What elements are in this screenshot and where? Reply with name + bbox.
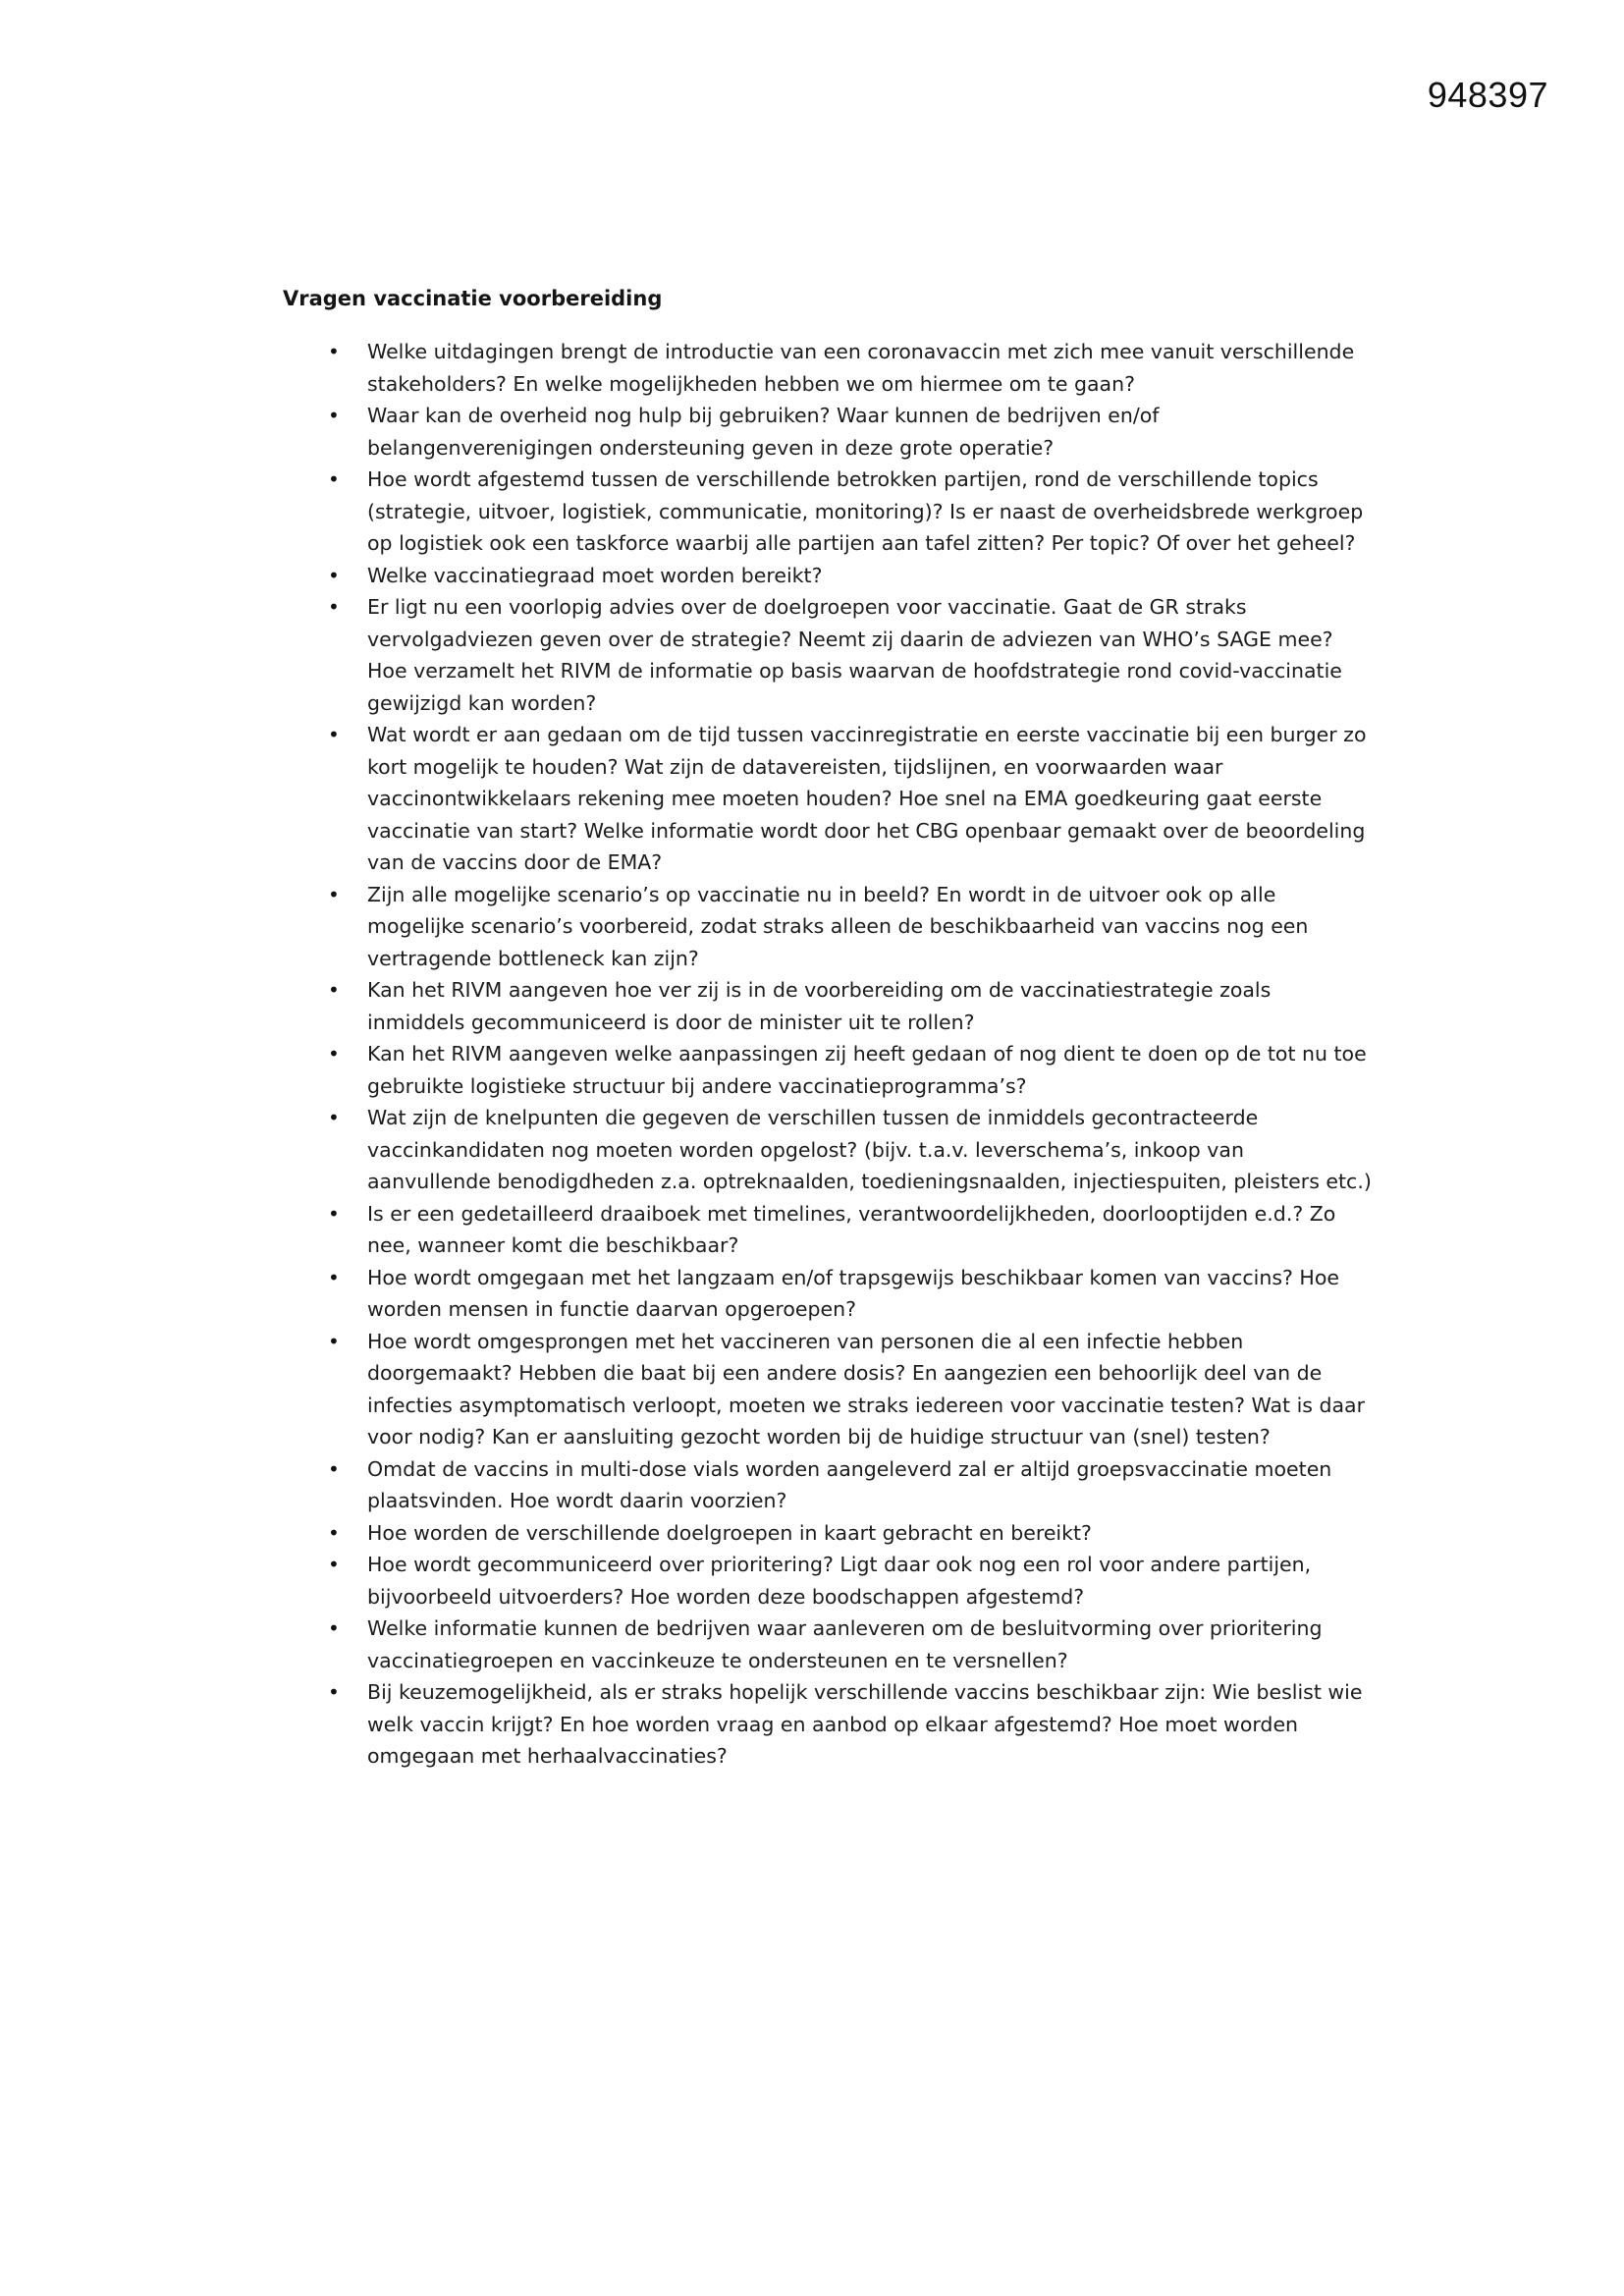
question-text: Hoe wordt afgestemd tussen de verschillende betrokken partijen, rond de verschillende topics (strategie, uitvoer, logistiek, communicatie, monitoring)? Is er naast de overheidsbrede werkgroep op logistiek ook een taskforce waarbij alle partijen aan tafel zitten? Per topic? Of over het geheel?: [367, 467, 1364, 555]
question-text: Hoe worden de verschillende doelgroepen in kaart gebracht en bereikt?: [367, 1520, 1092, 1545]
question-text: Wat zijn de knelpunten die gegeven de verschillen tussen de inmiddels gecontracteerde vaccinkandidaten nog moeten worden opgelost? (bijv. t.a.v. leverschema’s, inkoop van aanvullende benodigdheden z.a. optreknaalden, toedieningsnaalden, injectiespuiten, pleisters etc.): [367, 1106, 1372, 1193]
question-item-12: [283, 1262, 1373, 1326]
question-item-14: [283, 1453, 1373, 1517]
document-title: Vragen vaccinatie voorbereiding: [283, 287, 663, 310]
bullet-icon: •: [328, 882, 340, 906]
bullet-icon: •: [328, 978, 340, 1002]
question-item-4: [283, 560, 1373, 592]
question-text: Welke informatie kunnen de bedrijven waar aanleveren om de besluitvorming over prioritering vaccinatiegroepen en vaccinkeuze te ondersteunen en te versnellen?: [367, 1616, 1323, 1672]
question-text: Hoe wordt omgesprongen met het vaccineren van personen die al een infectie hebben doorgemaakt? Hebben die baat bij een andere dosis? En aangezien een behoorlijk deel van de infecties asymptomatisch verloopt, moeten we straks iedereen voor vaccinatie testen? Wat is daar voor nodig? Kan er aansluiting gezocht worden bij de huidige structuur van (snel) testen?: [367, 1329, 1366, 1449]
question-item-16: [283, 1549, 1373, 1613]
question-text: Waar kan de overheid nog hulp bij gebruiken? Waar kunnen de bedrijven en/of belangenverenigingen ondersteuning geven in deze grote operatie?: [367, 404, 1160, 460]
question-text: Zijn alle mogelijke scenario’s op vaccinatie nu in beeld? En wordt in de uitvoer ook op alle mogelijke scenario’s voorbereid, zodat straks alleen de beschikbaarheid van vaccins nog een vertragende bottleneck kan zijn?: [367, 882, 1309, 970]
question-text: Hoe wordt omgegaan met het langzaam en/of trapsgewijs beschikbaar komen van vaccins? Hoe worden mensen in functie daarvan opgeroepen?: [367, 1265, 1339, 1321]
document-body: [283, 283, 1373, 1773]
question-item-18: [283, 1676, 1373, 1773]
bullet-icon: •: [328, 340, 340, 363]
question-text: Kan het RIVM aangeven welke aanpassingen zij heeft gedaan of nog dient te doen op de tot nu toe gebruikte logistieke structuur bij andere vaccinatieprogramma’s?: [367, 1042, 1367, 1098]
question-item-2: [283, 400, 1373, 464]
bullet-icon: •: [328, 723, 340, 746]
question-text: Welke vaccinatiegraad moet worden bereikt?: [367, 563, 823, 587]
question-text: Wat wordt er aan gedaan om de tijd tussen vaccinregistratie en eerste vaccinatie bij een burger zo kort mogelijk te houden? Wat zijn de datavereisten, tijdslijnen, en voorwaarden waar vaccinontwikkelaars rekening mee moeten houden? Hoe snel na EMA goedkeuring gaat eerste vaccinatie van start? Welke informatie wordt door het CBG openbaar gemaakt over de beoordeling van de vaccins door de EMA?: [367, 723, 1367, 874]
question-text: Bij keuzemogelijkheid, als er straks hopelijk verschillende vaccins beschikbaar zijn: Wie beslist wie welk vaccin krijgt? En hoe worden vraag en aanbod op elkaar afgestemd? Hoe moet worden omgegaan met herhaalvaccinaties?: [367, 1680, 1363, 1768]
question-item-11: [283, 1198, 1373, 1262]
bullet-icon: •: [328, 1680, 340, 1704]
question-item-17: [283, 1613, 1373, 1676]
bullet-icon: •: [328, 1265, 340, 1289]
question-text: Er ligt nu een voorlopig advies over de doelgroepen voor vaccinatie. Gaat de GR straks vervolgadviezen geven over de strategie? Neemt zij daarin de adviezen van WHO’s SAGE mee? Hoe verzamelt het RIVM de informatie op basis waarvan de hoofdstrategie rond covid-vaccinatie gewijzigd kan worden?: [367, 595, 1342, 715]
question-item-7: [283, 879, 1373, 975]
question-item-5: [283, 591, 1373, 719]
bullet-icon: •: [328, 1329, 340, 1353]
question-item-13: [283, 1326, 1373, 1453]
bullet-icon: •: [328, 467, 340, 491]
question-item-1: [283, 336, 1373, 400]
bullet-icon: •: [328, 1553, 340, 1576]
bullet-icon: •: [328, 1616, 340, 1640]
bullet-icon: •: [328, 563, 340, 587]
question-text: Hoe wordt gecommuniceerd over prioritering? Ligt daar ook nog een rol voor andere partijen, bijvoorbeeld uitvoerders? Hoe worden deze boodschappen afgestemd?: [367, 1553, 1312, 1609]
bullet-icon: •: [328, 1201, 340, 1226]
question-list: [283, 336, 1373, 1773]
bullet-icon: •: [328, 1042, 340, 1066]
question-item-3: [283, 464, 1373, 560]
bullet-icon: •: [328, 1456, 340, 1481]
question-item-9: [283, 1038, 1373, 1102]
bullet-icon: •: [328, 1520, 340, 1545]
question-item-6: [283, 719, 1373, 879]
document-number: 948397: [1427, 75, 1548, 115]
question-text: Is er een gedetailleerd draaiboek met timelines, verantwoordelijkheden, doorlooptijden e.d.? Zo nee, wanneer komt die beschikbaar?: [367, 1201, 1336, 1257]
question-item-8: [283, 974, 1373, 1038]
bullet-icon: •: [328, 1106, 340, 1129]
question-text: Welke uitdagingen brengt de introductie van een coronavaccin met zich mee vanuit verschillende stakeholders? En welke mogelijkheden hebben we om hiermee om te gaan?: [367, 340, 1355, 396]
question-text: Kan het RIVM aangeven hoe ver zij is in de voorbereiding om de vaccinatiestrategie zoals inmiddels gecommuniceerd is door de minister uit te rollen?: [367, 978, 1272, 1034]
bullet-icon: •: [328, 595, 340, 619]
question-item-10: [283, 1102, 1373, 1198]
question-item-15: [283, 1517, 1373, 1550]
bullet-icon: •: [328, 404, 340, 427]
question-text: Omdat de vaccins in multi-dose vials worden aangeleverd zal er altijd groepsvaccinatie moeten plaatsvinden. Hoe wordt daarin voorzien?: [367, 1456, 1332, 1512]
